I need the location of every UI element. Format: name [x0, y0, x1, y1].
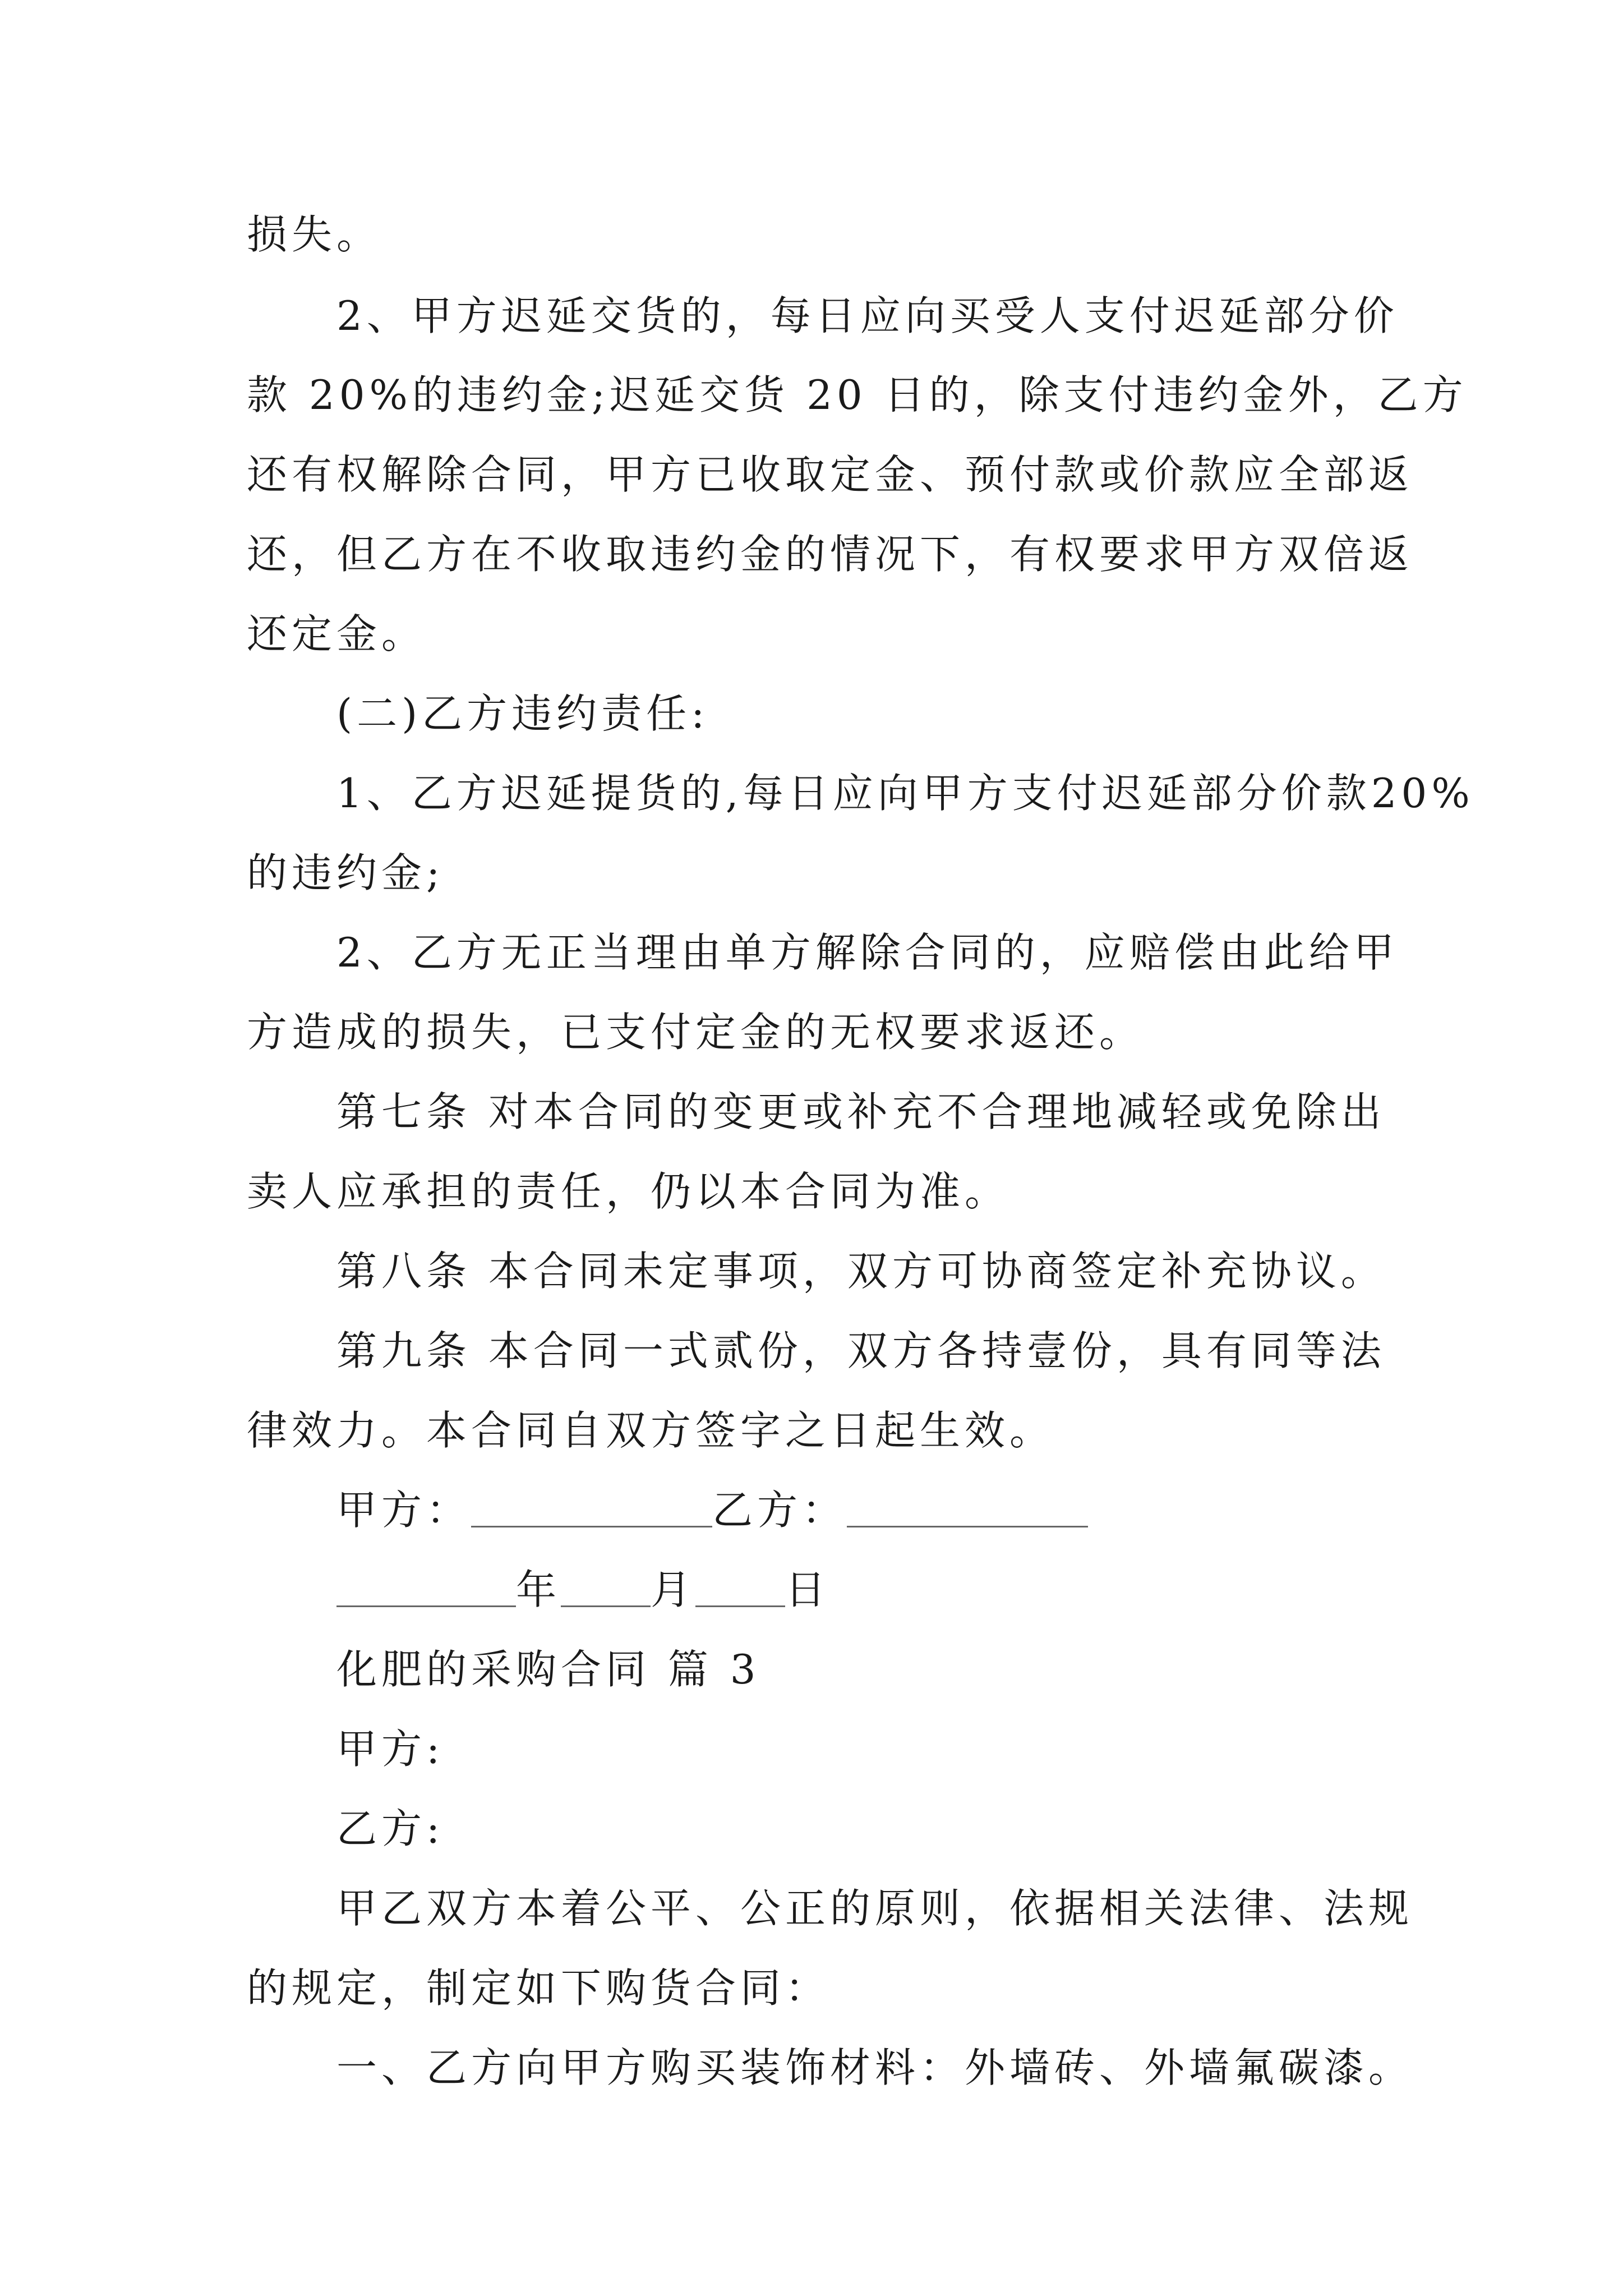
text-line: 还定金。	[247, 610, 427, 657]
text-line: 2、乙方无正当理由单方解除合同的，应赔偿由此给甲	[336, 929, 1399, 976]
party-b-label: 乙方：	[712, 1487, 847, 1534]
text-line: 还有权解除合同，甲方已收取定金、预付款或价款应全部返	[247, 451, 1414, 498]
party-a-line: 甲方:	[336, 1726, 445, 1773]
month-blank	[561, 1572, 651, 1607]
text-line: 卖人应承担的责任，仍以本合同为准。	[247, 1168, 1010, 1215]
party-b-blank	[847, 1492, 1088, 1527]
text-line: 第八条 本合同未定事项，双方可协商签定补充协议。	[336, 1248, 1386, 1295]
day-blank	[695, 1572, 785, 1607]
party-a-label: 甲方：	[336, 1487, 472, 1534]
year-label: 年	[516, 1566, 561, 1613]
text-line: 1、乙方迟延提货的,每日应向甲方支付迟延部分价款20%	[336, 770, 1474, 817]
text-line: 还，但乙方在不收取违约金的情况下，有权要求甲方双倍返	[247, 531, 1414, 578]
text-line: 款 20%的违约金;迟延交货 20 日的，除支付违约金外，乙方	[247, 371, 1468, 418]
clause-line: 一、乙方向甲方购买装饰材料：外墙砖、外墙氟碳漆。	[336, 2044, 1414, 2091]
intro-line: 甲乙双方本着公平、公正的原则，依据相关法律、法规	[336, 1885, 1414, 1932]
section-title: 化肥的采购合同 篇 3	[336, 1646, 760, 1693]
text-line: (二)乙方违约责任:	[336, 690, 709, 737]
text-line: 第七条 对本合同的变更或补充不合理地减轻或免除出	[336, 1088, 1386, 1135]
text-line: 2、甲方迟延交货的，每日应向买受人支付迟延部分价	[336, 292, 1399, 339]
text-line: 的违约金;	[247, 849, 445, 896]
intro-line: 的规定，制定如下购货合同：	[247, 1964, 831, 2012]
month-label: 月	[651, 1566, 696, 1613]
year-blank	[336, 1572, 516, 1607]
day-label: 日	[785, 1566, 831, 1613]
text-line: 律效力。本合同自双方签字之日起生效。	[247, 1407, 1055, 1454]
text-line: 损失。	[247, 211, 382, 258]
text-line: 方造成的损失，已支付定金的无权要求返还。	[247, 1009, 1145, 1056]
date-line	[336, 1566, 831, 1613]
text-line: 第九条 本合同一式贰份，双方各持壹份，具有同等法	[336, 1327, 1386, 1374]
party-b-line: 乙方:	[336, 1805, 445, 1852]
party-a-blank	[471, 1492, 712, 1527]
signature-line	[336, 1487, 1088, 1534]
